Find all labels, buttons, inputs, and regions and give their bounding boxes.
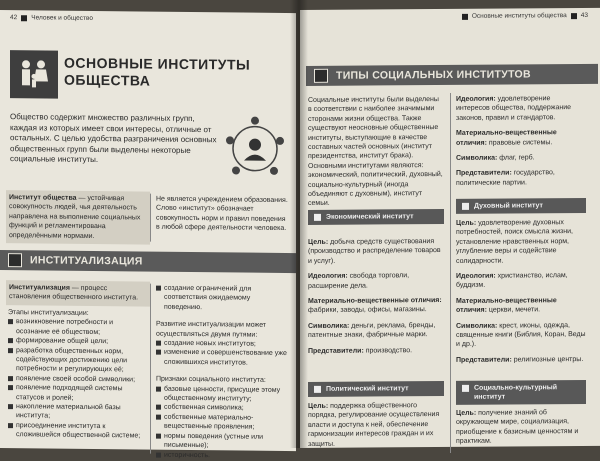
political-continued: Идеология: удовлетворение интересов общества, поддержание законов, правил и стандартов. Материально-вещественные отличия: правовые системы. Символика: флаг, герб. Представители: государство, политические партии.: [456, 95, 572, 187]
definition-term: Институт общества: [9, 194, 77, 202]
stages-list: [8, 308, 146, 441]
list-item: создание ограничений для соответствия ожидаемому поведению.: [156, 284, 288, 314]
banner-text: ИНСТИТУАЛИЗАЦИЯ: [30, 254, 143, 268]
square-icon: [462, 203, 469, 210]
left-page-header: [10, 14, 93, 22]
list-item: возникновение потребности и осознание её обществом;: [8, 317, 146, 337]
signs-title: Признаки социального института:: [156, 375, 266, 385]
column-divider: [150, 194, 151, 242]
list-item: появление подходящей системы статусов и ролей;: [8, 383, 146, 403]
square-icon: [314, 214, 321, 221]
political-details: Цель: поддержка общественного порядка, регулирование осуществления власти и доступа к ней, обеспечение гармонизации интересов граждан и их защиты.: [308, 402, 440, 448]
section-banner: [306, 64, 598, 86]
types-intro: Социальные институты были выделены в соответствии с наиболее значимыми сторонами жизни общества. Также существуют неосновные общественные институты, выступающие в качестве составных частей основных (институт президентства, институт брака). Основными институтами являются: экономический, политический, духовный, социально-культурный (иногда объединяют с духовным), институт семьи.: [308, 96, 443, 208]
political-institute-heading: Политический институт: [308, 381, 444, 397]
page-number: 43: [580, 11, 588, 20]
section-title: Человек и общество: [31, 14, 93, 22]
not-institution-note: Не является учреждением образования. Слово «институт» обозначает совокупность норм и правил поведения в любой сфере деятельности человека.: [156, 195, 288, 233]
list-item: собственные материально-вещественные проявления;: [156, 413, 288, 433]
sociocultural-institute-heading: Социально-культурный институт: [456, 380, 586, 405]
sociocultural-details: Цель: получение знаний об окружающем мире, социализация, приобщение к базисным ценностям и практикам.: [456, 409, 579, 446]
square-icon: [21, 15, 27, 21]
list-item: изменение и совершенствование уже сложившихся институтов.: [156, 348, 288, 368]
book-gutter: [290, 0, 308, 448]
section-banner: [0, 250, 296, 273]
bullet-icon: [156, 405, 161, 410]
institualization-definition: [6, 280, 150, 306]
family-icon: [10, 50, 58, 99]
column-divider: [450, 93, 451, 453]
list-item: историчность.: [156, 450, 288, 461]
stages-title: Этапы институализации:: [8, 309, 89, 317]
definition-text: — устойчивая совокупность людей, чья деятельность направлена на выполнение социальных функций и регламентирована определёнными нормами.: [9, 194, 141, 240]
right-page: [300, 8, 600, 448]
square-icon: [8, 253, 22, 267]
term: Институализация: [9, 284, 70, 292]
bullet-icon: [156, 286, 161, 291]
bullet-icon: [156, 386, 161, 391]
banner-text: ТИПЫ СОЦИАЛЬНЫХ ИНСТИТУТОВ: [336, 68, 531, 82]
square-icon: [571, 13, 577, 19]
bullet-icon: [156, 415, 161, 420]
list-item: базовые ценности, присущие этому общественному институту;: [156, 384, 288, 404]
page-title: ОСНОВНЫЕ ИНСТИТУТЫ ОБЩЕСТВА: [64, 54, 251, 89]
right-column: [156, 284, 288, 461]
chapter-heading: [10, 50, 286, 105]
list-item: формирование общей цели;: [8, 336, 146, 347]
square-icon: [462, 385, 469, 392]
definition-box: [6, 190, 150, 245]
square-icon: [462, 13, 468, 19]
list-item: накопление материальной базы института;: [8, 402, 146, 422]
bullet-icon: [8, 319, 13, 324]
bullet-icon: [156, 433, 161, 438]
list-item: создание новых институтов;: [156, 339, 288, 350]
section-title: Основные институты общества: [471, 12, 567, 20]
list-item: появление своей особой символики;: [8, 374, 146, 385]
development-title: Развитие институализации может осуществляться двумя путями:: [156, 320, 267, 339]
right-page-header: [462, 12, 588, 20]
bullet-icon: [156, 452, 161, 457]
square-icon: [314, 69, 328, 83]
spiritual-institute-heading: Духовный институт: [456, 198, 586, 214]
bullet-icon: [8, 338, 13, 343]
list-item: собственная символика;: [156, 403, 288, 414]
bullet-icon: [8, 423, 13, 428]
list-item: разработка общественных норм, содействующих достижению цели потребности и регулирующих её;: [8, 346, 146, 376]
bullet-icon: [8, 385, 13, 390]
spiritual-details: Цель: удовлетворение духовных потребностей, поиск смысла жизни, установление нравственных норм, углубление веры и содействие солидарности. Идеология: христианство, ислам, буддизм. Материально-вещественные отличия: церкви, мечети. Символика: крест, иконы, одежда, священные книги (Библия, Коран, Веды и др.). Представители: религиозные центры.: [456, 219, 586, 364]
intro-paragraph: Общество содержит множество различных групп, каждая из которых имеет свои интересы, отличные от остальных. С целью удобства разграничения основных общественных групп были выделены некоторые социальные институты.: [10, 112, 217, 165]
bullet-icon: [8, 348, 13, 353]
left-page: [0, 10, 296, 459]
list-item: нормы поведения (устные или письменные);: [156, 431, 288, 451]
society-diagram-icon: [222, 112, 288, 185]
bullet-icon: [8, 376, 13, 381]
list-item: присоединение института к сложившейся общественной системе;: [8, 421, 146, 441]
people-icon: [17, 57, 51, 91]
bullet-icon: [156, 350, 161, 355]
square-icon: [314, 386, 321, 393]
economic-details: Цель: добыча средств существования (производство и распределение товаров и услуг). Идеология: свобода торговли, расширение дела. Материально-вещественные отличия: фабрики, заводы, офисы, магазины. Символика: деньги, реклама, бренды, патентные знаки, фабричные марки. Представители: производство.: [308, 238, 442, 355]
economic-institute-heading: Экономический институт: [308, 209, 444, 225]
bullet-icon: [8, 404, 13, 409]
page-number: 42: [10, 14, 18, 22]
column-divider: [150, 284, 151, 454]
bullet-icon: [156, 341, 161, 346]
term-text: — процесс становления общественного института.: [9, 284, 139, 302]
